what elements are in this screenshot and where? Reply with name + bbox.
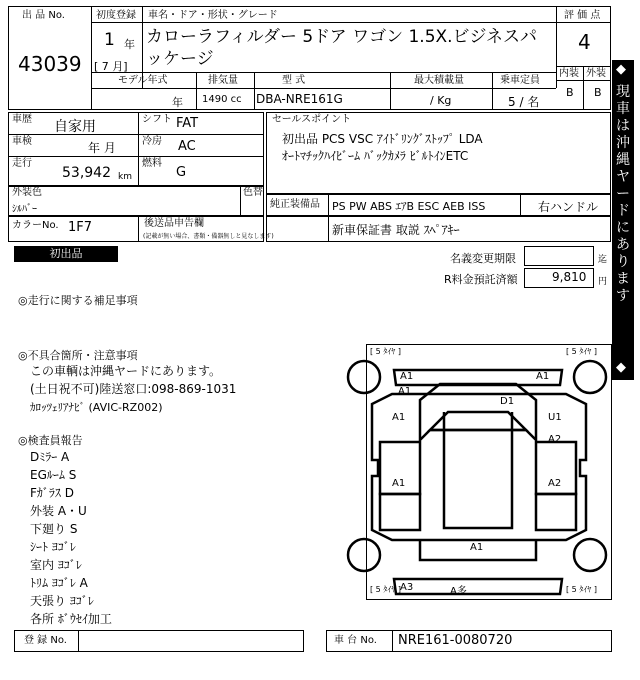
defect-line3: ｶﾛｯﾂｪﾘｱﾅﾋﾞ (AVIC-RZ002)	[30, 401, 163, 414]
mark-trunk: A1	[470, 542, 484, 553]
defect-line1: この車輌は沖縄ヤードにあります。	[30, 364, 222, 378]
mark-door-front-r: U1	[548, 412, 562, 423]
tire-rear-left	[348, 539, 380, 571]
sales-points-label: セールスポイント	[272, 114, 352, 125]
aircon-label: 冷房	[142, 136, 162, 147]
door-right-rear	[536, 494, 576, 530]
side-banner-top-marker: ◆	[616, 62, 626, 77]
inspector-label: ◎検査員報告	[18, 434, 83, 447]
rear-plate-note: (記載が無い場合、書類・備器無しと見なします)	[143, 233, 274, 240]
max-load-label: 最大積載量	[414, 75, 464, 86]
inspector-item: 天張り ﾖｺﾞﾚ	[30, 594, 94, 608]
fuel-value: G	[176, 165, 187, 180]
inspector-item: EGﾙｰﾑ S	[30, 468, 77, 482]
equipment-items: PS PW ABS ｴｱB ESC AEB ISS	[332, 200, 486, 213]
model-code: DBA-NRE161G	[256, 92, 343, 106]
sales-points-line1: 初出品 PCS VSC ｱｲﾄﾞﾘﾝｸﾞｽﾄｯﾌﾟ LDA	[282, 132, 483, 146]
warranty-value: 新車保証書 取説 ｽﾍﾟｱｷｰ	[332, 223, 460, 237]
recycle-label: R料金預託済額	[444, 273, 518, 286]
interior-grade: B	[566, 86, 574, 99]
recycle-value: 9,810	[552, 270, 587, 284]
mark-rear-bumper-l: A3	[400, 582, 414, 593]
tire-rear-right	[574, 539, 606, 571]
rating-value: 4	[578, 30, 591, 54]
driving-notes-label: ◎走行に関する補足事項	[18, 294, 138, 307]
mileage-value: 53,942	[62, 165, 111, 181]
defect-line2: (土日祝不可)陸送窓口:098-869-1031	[30, 382, 237, 396]
capacity-label: 乗車定員	[500, 75, 540, 86]
first-reg-month: [ 7 月]	[94, 60, 128, 73]
aircon-value: AC	[178, 139, 196, 154]
tire-front-right	[574, 361, 606, 393]
first-listing-text: 初出品	[49, 247, 83, 260]
first-reg-year: 1	[104, 30, 115, 50]
rear-plate-label: 後送品申告欄	[144, 218, 204, 229]
reg-no-label: 登 録 No.	[24, 635, 67, 646]
tire-front-left	[348, 361, 380, 393]
mark-front-bumper-l: A1	[400, 371, 414, 382]
corner-label-bl: [ 5 ﾀｲﾔ ]	[370, 585, 401, 594]
corner-label-tr: [ 5 ﾀｲﾔ ]	[566, 347, 597, 356]
chassis-no-label: 車 台 No.	[334, 635, 377, 646]
max-load: / Kg	[430, 94, 452, 107]
mark-fender-front-l: A1	[398, 386, 412, 397]
mark-rear-bumper-c: A多	[450, 586, 467, 597]
corner-label-tl: [ 5 ﾀｲﾔ ]	[370, 347, 401, 356]
inspector-item: Dﾐﾗｰ A	[30, 450, 70, 464]
interior-label: 内装	[559, 68, 579, 79]
door-left-rear	[380, 494, 420, 530]
inspection-value: 年 月	[88, 141, 116, 155]
car-name-label: 車名・ドア・形状・グレード	[148, 10, 278, 21]
sales-points-line2: ｵｰﾄﾏﾁｯｸﾊｲﾋﾞｰﾑ ﾊﾞｯｸｶﾒﾗ ﾋﾞﾙﾄｲﾝETC	[282, 149, 469, 163]
inspection-label: 車検	[12, 136, 32, 147]
year-unit: 年	[124, 38, 135, 51]
color-change-label: 色替	[243, 187, 263, 198]
mark-door-front-l: A1	[392, 412, 406, 423]
car-name: カローラフィルダー 5ドア ワゴン 1.5X.ビジネスパッケージ	[146, 27, 538, 69]
chassis-no-value: NRE161-0080720	[398, 633, 513, 648]
mark-door-front-r2: A2	[548, 434, 562, 445]
capacity: 5 / 名	[508, 95, 540, 109]
inspector-item: ﾄﾘﾑ ﾖｺﾞﾚ A	[30, 576, 88, 590]
rating-label: 評 価 点	[564, 10, 601, 21]
side-banner-bottom-marker: ◆	[616, 360, 626, 375]
mark-door-rear-l: A1	[392, 478, 406, 489]
inspector-item: 室内 ﾖｺﾞﾚ	[30, 558, 82, 572]
inspector-item: 下廻り S	[30, 522, 78, 536]
mark-hood: D1	[500, 396, 515, 407]
history-value: 自家用	[54, 119, 96, 135]
rear-bumper	[394, 579, 562, 594]
inspector-item: ｼｰﾄ ﾖｺﾞﾚ	[30, 540, 76, 554]
exterior-grade: B	[594, 86, 602, 99]
fuel-label: 燃料	[142, 158, 162, 169]
equipment-label: 純正装備品	[270, 199, 320, 210]
inspector-item: 外装 A・U	[30, 504, 87, 518]
name-change-unit: 迄	[598, 255, 608, 265]
defects-label: ◎不具合箇所・注意事項	[18, 349, 138, 362]
history-label: 車歴	[12, 114, 32, 125]
mark-door-rear-r: A2	[548, 478, 562, 489]
shift-value: FAT	[176, 116, 199, 131]
model-year-label: モデル年式	[118, 75, 168, 86]
first-reg-label: 初度登録	[96, 10, 136, 21]
recycle-unit: 円	[598, 277, 608, 287]
name-change-label: 名義変更期限	[450, 252, 516, 265]
displacement-label: 排気量	[208, 75, 238, 86]
steering-value: 右ハンドル	[538, 200, 599, 214]
inspector-item: 各所 ﾎﾞｳｾｲ加工	[30, 612, 112, 626]
lot-number: 43039	[18, 52, 82, 76]
inspector-item: Fｶﾞﾗｽ D	[30, 486, 74, 500]
corner-label-br: [ 5 ﾀｲﾔ ]	[566, 585, 597, 594]
shift-label: シフト	[142, 114, 172, 125]
color-no-label: カラーNo.	[12, 220, 59, 231]
ext-color-label: 外装色	[12, 187, 42, 198]
model-label: 型 式	[282, 75, 306, 86]
displacement: 1490 cc	[202, 94, 242, 105]
color-no-value: 1F7	[68, 220, 93, 235]
side-banner-text: 現車は沖縄ヤードにあります	[616, 84, 630, 304]
model-year-unit: 年	[172, 96, 183, 109]
exterior-label: 外装	[586, 68, 606, 79]
mark-front-bumper-r: A1	[536, 371, 550, 382]
mileage-label: 走行	[12, 158, 32, 169]
mileage-unit: km	[118, 172, 132, 182]
lot-label: 出 品 No.	[22, 10, 65, 21]
ext-color-value: ｼﾙﾊﾞｰ	[12, 204, 37, 215]
